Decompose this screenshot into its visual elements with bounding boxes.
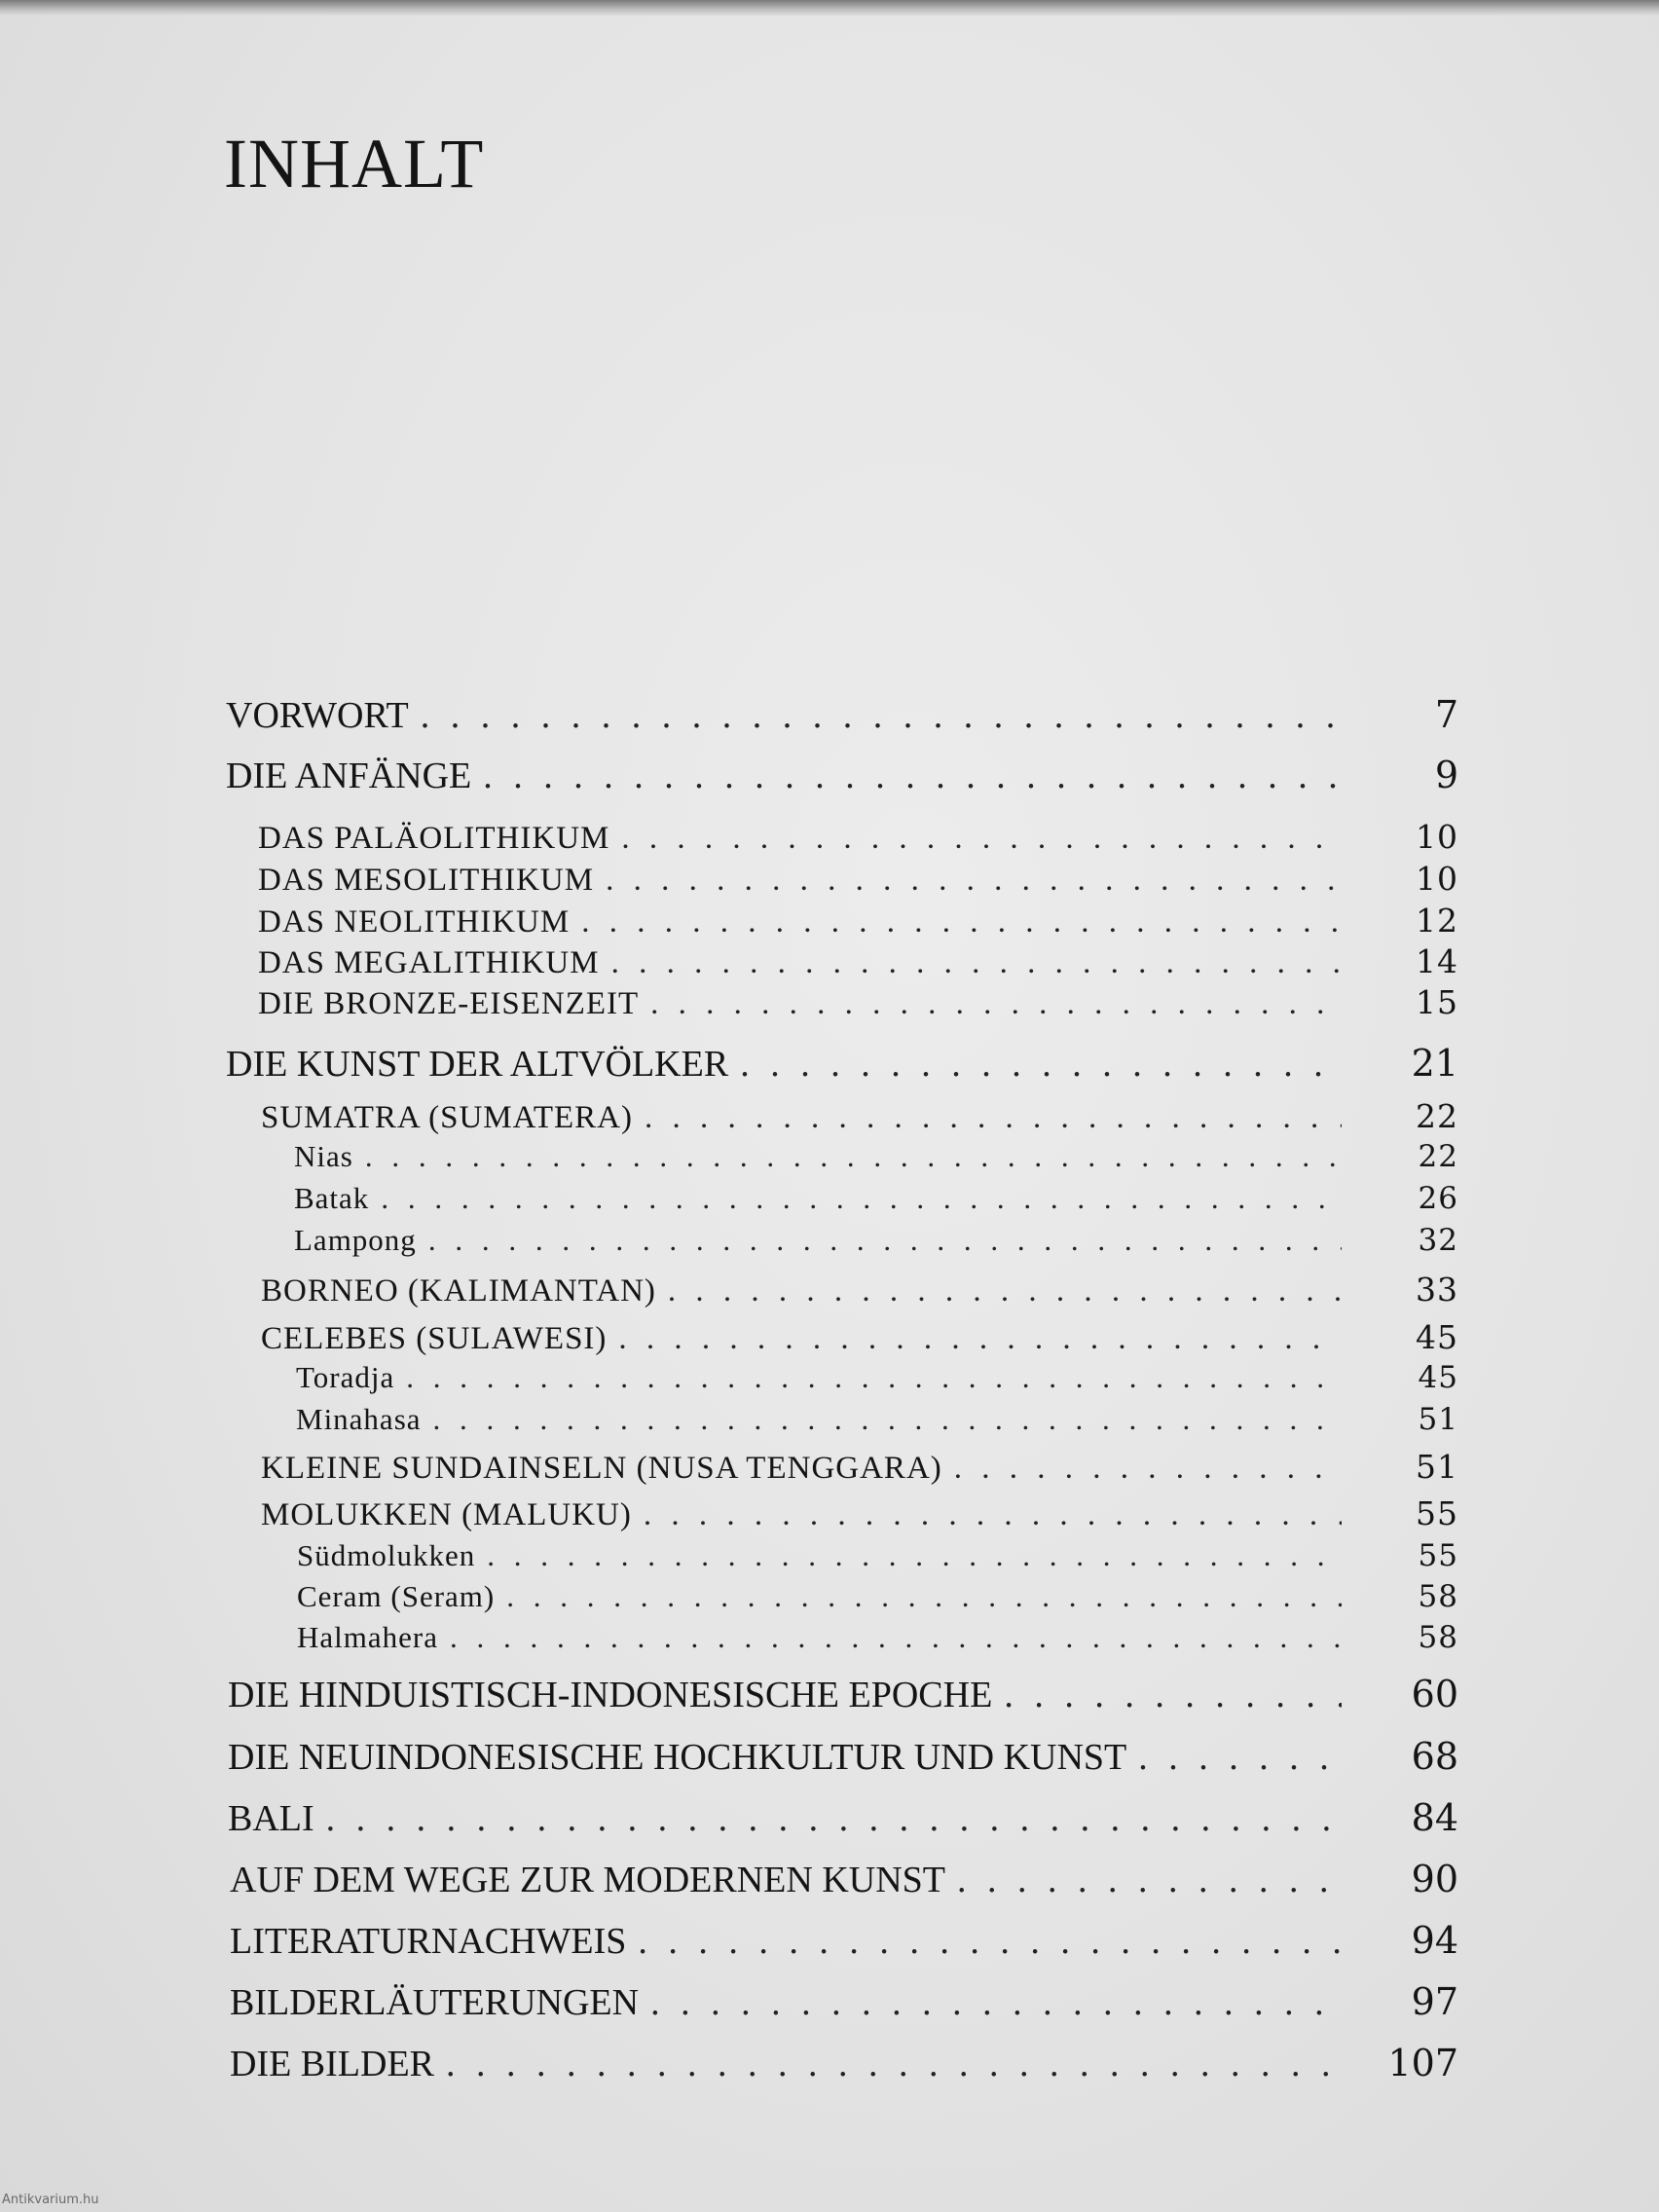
leader-dots xyxy=(487,1538,1342,1573)
toc-entry-label: VORWORT xyxy=(226,695,409,736)
toc-entry-batak xyxy=(294,1181,1458,1216)
toc-entry-page: 51 xyxy=(1418,1402,1458,1437)
toc-entry-halmahera xyxy=(297,1620,1458,1655)
toc-entry-mesolithikum xyxy=(258,860,1458,899)
toc-entry-suedmolukken xyxy=(297,1538,1458,1573)
toc-entry-label: DIE KUNST DER ALTVÖLKER xyxy=(226,1044,729,1085)
toc-entry-page: 15 xyxy=(1416,983,1458,1021)
leader-dots xyxy=(606,863,1342,899)
toc-entry-literaturnachweis xyxy=(230,1919,1458,1963)
toc-entry-label: DIE HINDUISTISCH-INDONESISCHE EPOCHE xyxy=(228,1675,993,1715)
toc-entry-page: 22 xyxy=(1418,1139,1458,1174)
toc-entry-vorwort xyxy=(226,693,1458,737)
toc-entry-page: 45 xyxy=(1418,1360,1458,1395)
toc-entry-label: Ceram (Seram) xyxy=(297,1579,496,1613)
toc-entry-page: 55 xyxy=(1416,1494,1458,1532)
toc-entry-label: Nias xyxy=(294,1139,353,1173)
toc-entry-label: LITERATURNACHWEIS xyxy=(230,1921,627,1962)
toc-entry-page: 94 xyxy=(1411,1919,1458,1962)
toc-entry-page: 51 xyxy=(1416,1448,1458,1486)
leader-dots xyxy=(650,986,1342,1022)
toc-entry-megalithikum xyxy=(258,942,1458,981)
leader-dots xyxy=(1138,1736,1342,1779)
toc-entry-label: Minahasa xyxy=(296,1402,422,1436)
toc-entry-lampong xyxy=(294,1223,1458,1258)
leader-dots xyxy=(957,1859,1342,1901)
toc-entry-toradja xyxy=(296,1360,1458,1395)
toc-entry-kleine-sundainseln xyxy=(261,1448,1458,1487)
toc-entry-label: Halmahera xyxy=(297,1620,438,1654)
toc-entry-page: 14 xyxy=(1416,942,1458,980)
leader-dots xyxy=(365,1139,1342,1174)
watermark: Antikvarium.hu xyxy=(2,2193,99,2207)
leader-dots xyxy=(428,1223,1342,1258)
toc-entry-ceram xyxy=(297,1579,1458,1614)
leader-dots xyxy=(645,1100,1342,1136)
leader-dots xyxy=(621,821,1342,857)
toc-entry-kunst-der-altvoelker xyxy=(226,1042,1458,1086)
toc-entry-label: MOLUKKEN (MALUKU) xyxy=(261,1497,632,1532)
toc-entry-wege-zur-modernen-kunst xyxy=(230,1858,1458,1901)
toc-entry-palaeolithikum xyxy=(258,818,1458,857)
toc-entry-page: 107 xyxy=(1387,2042,1458,2084)
leader-dots xyxy=(581,904,1342,940)
leader-dots xyxy=(406,1360,1342,1395)
toc-entry-page: 58 xyxy=(1418,1620,1458,1655)
toc-entry-label: BALI xyxy=(228,1798,314,1839)
toc-entry-label: SUMATRA (SUMATERA) xyxy=(261,1100,633,1135)
toc-entry-page: 33 xyxy=(1416,1271,1458,1309)
toc-entry-bali xyxy=(228,1796,1458,1840)
leader-dots xyxy=(450,1620,1342,1655)
toc-entry-label: BORNEO (KALIMANTAN) xyxy=(261,1273,656,1309)
leader-dots xyxy=(668,1273,1342,1309)
leader-dots xyxy=(326,1797,1342,1840)
leader-dots xyxy=(421,694,1342,737)
toc-entry-label: DIE NEUINDONESISCHE HOCHKULTUR UND KUNST xyxy=(228,1737,1127,1778)
toc-entry-label: Südmolukken xyxy=(297,1538,476,1572)
toc-entry-label: KLEINE SUNDAINSELN (NUSA TENGGARA) xyxy=(261,1451,942,1486)
toc-entry-page: 10 xyxy=(1416,818,1458,856)
toc-entry-neuindonesische-hochkultur xyxy=(228,1735,1458,1779)
leader-dots xyxy=(740,1043,1342,1086)
toc-entry-page: 21 xyxy=(1411,1042,1458,1085)
toc-entry-molukken xyxy=(261,1494,1458,1533)
toc-entry-page: 90 xyxy=(1411,1858,1458,1900)
toc-entry-page: 26 xyxy=(1418,1181,1458,1216)
toc-entry-label: CELEBES (SULAWESI) xyxy=(261,1321,608,1356)
toc-entry-label: AUF DEM WEGE ZUR MODERNEN KUNST xyxy=(230,1860,946,1900)
leader-dots xyxy=(650,1981,1342,2024)
toc-entry-label: Lampong xyxy=(294,1223,417,1257)
toc-entry-page: 84 xyxy=(1411,1796,1458,1839)
toc-entry-bilderlaeuterungen xyxy=(230,1980,1458,2024)
toc-entry-minahasa xyxy=(296,1402,1458,1437)
toc-entry-label: DIE BILDER xyxy=(230,2044,435,2084)
toc-entry-label: DAS MEGALITHIKUM xyxy=(258,945,600,980)
toc-entry-hinduistisch-indonesische-epoche xyxy=(228,1673,1458,1716)
toc-entry-page: 60 xyxy=(1411,1673,1458,1715)
toc-entry-celebes xyxy=(261,1318,1458,1357)
toc-entry-page: 68 xyxy=(1411,1735,1458,1778)
leader-dots xyxy=(644,1497,1342,1533)
toc-entry-bronze-eisenzeit xyxy=(258,983,1458,1022)
toc-entry-page: 12 xyxy=(1416,902,1458,940)
leader-dots xyxy=(483,755,1342,797)
toc-entry-page: 7 xyxy=(1434,693,1458,736)
toc-entry-page: 10 xyxy=(1416,860,1458,898)
toc-entry-label: Toradja xyxy=(296,1360,395,1394)
leader-dots xyxy=(954,1451,1342,1487)
leader-dots xyxy=(506,1579,1342,1614)
leader-dots xyxy=(618,1321,1342,1357)
toc-entry-label: DIE ANFÄNGE xyxy=(226,756,472,796)
toc-entry-nias xyxy=(294,1139,1458,1174)
toc-entry-borneo xyxy=(261,1271,1458,1309)
toc-entry-die-anfaenge xyxy=(226,754,1458,797)
leader-dots xyxy=(611,945,1342,981)
leader-dots xyxy=(433,1402,1342,1437)
page-title: INHALT xyxy=(224,125,485,203)
toc-entry-page: 97 xyxy=(1411,1980,1458,2023)
toc-entry-page: 9 xyxy=(1434,754,1458,796)
toc-entry-page: 45 xyxy=(1416,1318,1458,1356)
leader-dots xyxy=(638,1920,1342,1963)
toc-entry-label: DAS PALÄOLITHIKUM xyxy=(258,821,610,856)
toc-entry-page: 22 xyxy=(1416,1097,1458,1135)
toc-entry-label: BILDERLÄUTERUNGEN xyxy=(230,1982,640,2023)
toc-entry-die-bilder xyxy=(230,2042,1458,2085)
toc-entry-label: DIE BRONZE-EISENZEIT xyxy=(258,986,640,1021)
toc-entry-sumatra xyxy=(261,1097,1458,1136)
toc-entry-page: 32 xyxy=(1418,1223,1458,1258)
leader-dots xyxy=(1004,1674,1342,1716)
toc-entry-label: DAS NEOLITHIKUM xyxy=(258,904,571,940)
toc-entry-page: 55 xyxy=(1418,1538,1458,1573)
toc-entry-label: DAS MESOLITHIKUM xyxy=(258,863,595,898)
toc-entry-page: 58 xyxy=(1418,1579,1458,1614)
toc-entry-neolithikum xyxy=(258,902,1458,940)
leader-dots xyxy=(381,1181,1342,1216)
leader-dots xyxy=(446,2043,1342,2085)
toc-entry-label: Batak xyxy=(294,1181,370,1215)
